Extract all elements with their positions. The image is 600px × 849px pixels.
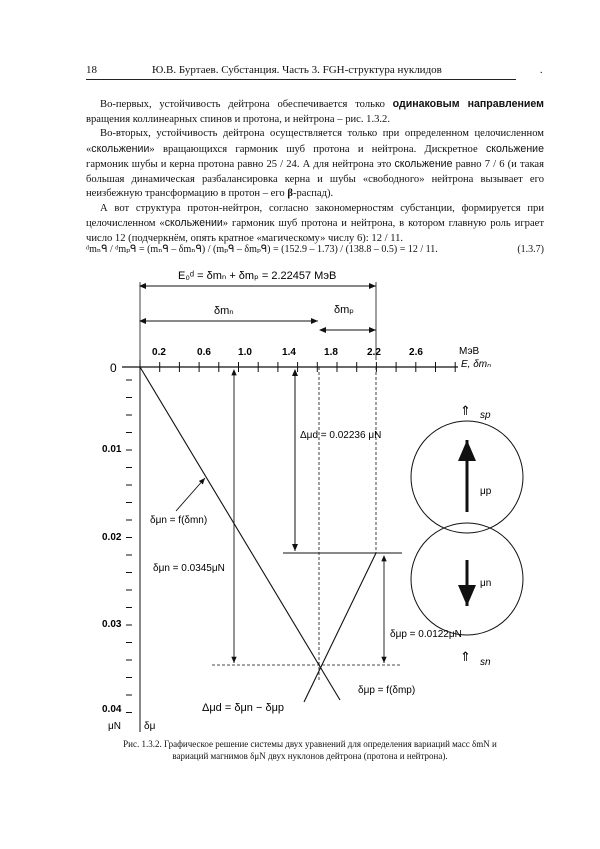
- x-tick-0.6: 0.6: [197, 347, 211, 358]
- total-energy-formula: E₀ᵈ = δmₙ + δmₚ = 2.22457 МэВ: [178, 270, 337, 282]
- caption-line-2: вариаций магнимов δμN двух нуклонов дейтрона (протона и нейтрона).: [172, 751, 448, 761]
- proton-moment-label: μp: [480, 486, 492, 497]
- x-tick-1.8: 1.8: [324, 347, 338, 358]
- x-tick-2.2: 2.2: [367, 347, 381, 358]
- y-axis-label-mun: μN: [108, 721, 121, 732]
- page-number: 18: [86, 64, 97, 76]
- x-tick-2.6: 2.6: [409, 347, 423, 358]
- y-tick-0.03: 0.03: [102, 619, 122, 630]
- y-axis-label-dmu: δμ: [144, 721, 156, 732]
- delta-mu-d-label: Δμd = 0.02236 μN: [300, 430, 382, 441]
- curve-n-pointer: [176, 478, 205, 511]
- y-tick-0: 0: [110, 361, 117, 375]
- paragraph-3: А вот структура протон-нейтрон, согласно закономерностям субстанции, формируется при целочисленном «скольжении» гармоник шуб протона и нейтрона, в котором главную роль играет число 12 (подчеркнём, опять кратное «магическому» числу 6): 12 / 11.: [86, 202, 545, 244]
- y-tick-0.04: 0.04: [102, 704, 122, 715]
- paragraph-1: Во-первых, устойчивость дейтрона обеспечивается только одинаковым направлением вращения коллинеарных спинов и протона, и нейтрона – рис. 1.3.2.: [86, 98, 544, 125]
- caption-line-1: Рис. 1.3.2. Графическое решение системы двух уравнений для определения вариаций масс δmN и: [123, 739, 497, 749]
- neutron-moment-label: μn: [480, 578, 492, 589]
- neutron-spin-label: sn: [480, 657, 491, 668]
- x-tick-1.4: 1.4: [282, 347, 296, 358]
- paragraph-2: Во-вторых, устойчивость дейтрона осуществляется только при определенном целочисленном «скольжении» вращающихся гармоник шуб протона и нейтрона. Дискретное скольжение гармоник шубы и керна протона равно 25 / 24. А для нейтрона это скольжение равно 7 / 6 (и такая большая динамическая разбалансировка керна и шубы «свободного» нейтрона вызывает его неизбежную трансформацию в протон – его β-распад).: [86, 128, 545, 199]
- proton-curve: [304, 553, 376, 702]
- delta-mu-p-label: δμp = 0.0122μN: [390, 629, 462, 640]
- dmn-label: δmₙ: [214, 305, 234, 317]
- dmp-label: δmₚ: [334, 304, 354, 316]
- proton-spin-arrow: ⇑: [460, 403, 471, 418]
- curve-p-label: δμp = f(δmp): [358, 685, 416, 696]
- x-tick-1.0: 1.0: [238, 347, 252, 358]
- x-axis-label: E, δmₙ: [461, 359, 492, 370]
- y-tick-marks: [126, 380, 132, 713]
- neutron-spin-arrow: ⇑: [460, 649, 471, 664]
- x-tick-0.2: 0.2: [152, 347, 166, 358]
- bottom-equation: Δμd = δμn − δμp: [202, 702, 285, 714]
- delta-mu-n-label: δμn = 0.0345μN: [153, 563, 225, 574]
- proton-spin-label: sp: [480, 410, 491, 421]
- formula-text: ᵈmₙᑫ / ᵈmₚᑫ = (mₙᑫ – δmₙᑫ) / (mₚᑫ – δmₚᑫ) = (152.9 – 1.73) / (138.8 – 0.5) = 12 / 11.: [86, 244, 438, 255]
- figure-caption: [100, 738, 520, 762]
- running-title: Ю.В. Буртаев. Субстанция. Часть 3. FGH-структура нуклидов .: [152, 64, 543, 76]
- equation-number: (1.3.7): [517, 244, 544, 255]
- y-tick-0.01: 0.01: [102, 444, 122, 455]
- y-tick-0.02: 0.02: [102, 532, 122, 543]
- curve-n-label: δμn = f(δmn): [150, 515, 208, 526]
- neutron-curve: [140, 367, 340, 700]
- x-unit: МэВ: [459, 346, 480, 357]
